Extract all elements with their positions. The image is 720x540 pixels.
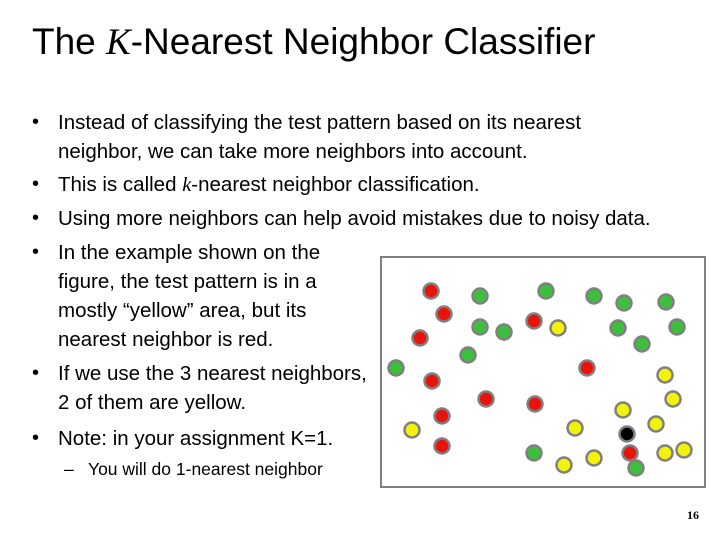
red-point bbox=[528, 397, 543, 412]
red-point bbox=[425, 374, 440, 389]
green-point bbox=[539, 284, 554, 299]
red-point bbox=[435, 439, 450, 454]
bullet-text-suffix: -nearest neighbor classification. bbox=[191, 173, 480, 196]
yellow-point bbox=[557, 458, 572, 473]
bullet-text: If we use the 3 nearest neighbors, 2 of them are yellow. bbox=[58, 362, 367, 414]
bullet-text: In the example shown on the figure, the test pattern is in a mostly “yellow” area, but its nearest neighbor is red. bbox=[58, 241, 321, 351]
bullet-dot: • bbox=[32, 207, 40, 229]
yellow-point bbox=[658, 446, 673, 461]
bullet-k-symbol: k bbox=[182, 174, 192, 196]
green-point bbox=[527, 446, 542, 461]
knn-example-figure bbox=[380, 256, 706, 488]
bullet-item bbox=[32, 359, 376, 417]
bullet-dot: • bbox=[32, 427, 40, 449]
test-pattern-point bbox=[620, 427, 635, 442]
red-point bbox=[435, 409, 450, 424]
bullet-item bbox=[32, 108, 638, 166]
yellow-point bbox=[568, 421, 583, 436]
bullet-text: Note: in your assignment K=1. bbox=[58, 427, 334, 450]
red-point bbox=[437, 307, 452, 322]
bullet-dot: • bbox=[32, 111, 40, 133]
green-point bbox=[389, 361, 404, 376]
red-point bbox=[527, 314, 542, 329]
bullet-item bbox=[32, 170, 678, 200]
green-point bbox=[659, 295, 674, 310]
yellow-point bbox=[658, 368, 673, 383]
red-point bbox=[479, 392, 494, 407]
green-point bbox=[587, 289, 602, 304]
red-point bbox=[424, 284, 439, 299]
yellow-point bbox=[405, 423, 420, 438]
green-point bbox=[473, 320, 488, 335]
bullet-item bbox=[32, 204, 698, 233]
green-point bbox=[617, 296, 632, 311]
title-prefix: The bbox=[32, 21, 107, 62]
yellow-point bbox=[677, 443, 692, 458]
bullet-item bbox=[32, 238, 358, 354]
sub-bullet-text: You will do 1-nearest neighbor bbox=[88, 459, 323, 479]
green-point bbox=[629, 461, 644, 476]
yellow-point bbox=[616, 403, 631, 418]
title-suffix: -Nearest Neighbor Classifier bbox=[130, 21, 596, 62]
red-point bbox=[580, 361, 595, 376]
page-number: 16 bbox=[687, 508, 699, 522]
green-point bbox=[611, 321, 626, 336]
yellow-point bbox=[587, 451, 602, 466]
bullet-item bbox=[32, 424, 368, 453]
bullet-dot: • bbox=[32, 173, 40, 195]
bullet-text: Using more neighbors can help avoid mistakes due to noisy data. bbox=[58, 207, 651, 230]
red-point bbox=[413, 331, 428, 346]
yellow-point bbox=[649, 417, 664, 432]
bullet-dot: • bbox=[32, 362, 40, 384]
yellow-point bbox=[666, 392, 681, 407]
green-point bbox=[473, 289, 488, 304]
bullet-dot: • bbox=[32, 241, 40, 263]
yellow-point bbox=[551, 321, 566, 336]
sub-bullet-dash: – bbox=[64, 459, 74, 479]
red-point bbox=[623, 446, 638, 461]
green-point bbox=[635, 337, 650, 352]
bullet-text: Instead of classifying the test pattern based on its nearest neighbor, we can take more neighbors into account. bbox=[58, 111, 582, 163]
bullet-text-prefix: This is called bbox=[58, 173, 183, 196]
sub-bullet-item bbox=[64, 456, 323, 482]
title-k-symbol: K bbox=[106, 22, 131, 63]
green-point bbox=[497, 325, 512, 340]
green-point bbox=[461, 348, 476, 363]
green-point bbox=[670, 320, 685, 335]
slide-title bbox=[32, 18, 595, 67]
